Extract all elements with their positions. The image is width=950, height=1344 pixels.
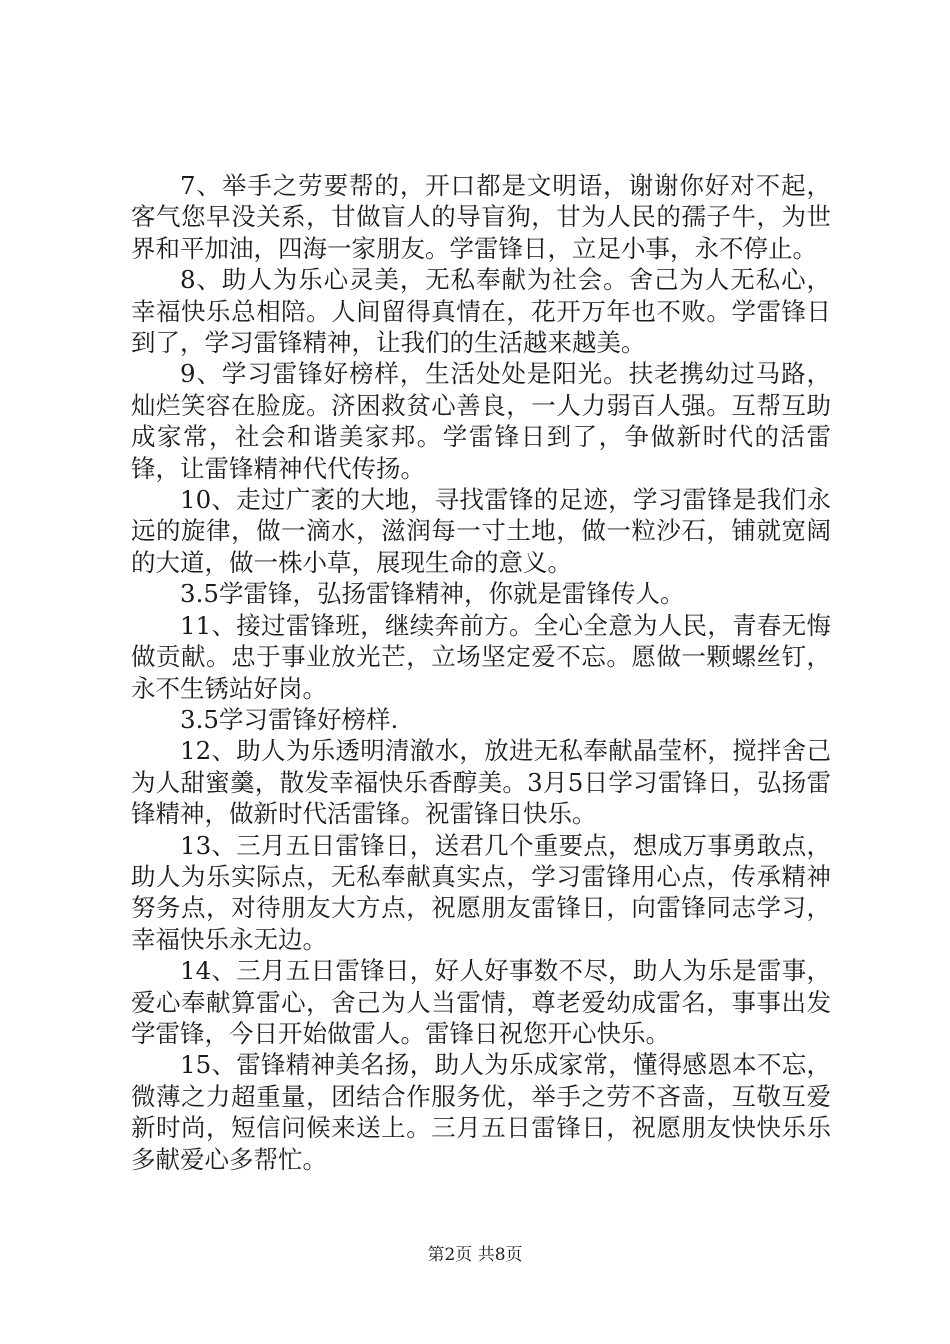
paragraph-note-2: 3.5学习雷锋好榜样. <box>180 704 399 734</box>
paragraph-13: 13、三月五日雷锋日，送君几个重要点，想成万事勇敢点，助人为乐实际点，无私奉献真实点，学习雷锋用心点，传承精神努务点，对待朋友大方点，祝愿朋友雷锋日，向雷锋同志学习，幸福快乐永无边。 <box>131 830 831 954</box>
document-body <box>131 170 831 1175</box>
paragraph-12: 12、助人为乐透明清澈水，放进无私奉献晶莹杯，搅拌舍己为人甜蜜羹，散发幸福快乐香醇美。3月5日学习雷锋日，弘扬雷锋精神，做新时代活雷锋。祝雷锋日快乐。 <box>131 736 831 829</box>
paragraph-9: 9、学习雷锋好榜样，生活处处是阳光。扶老携幼过马路，灿烂笑容在脸庞。济困救贫心善良，一人力弱百人强。互帮互助成家常，社会和谐美家邦。学雷锋日到了，争做新时代的活雷锋，让雷锋精神代代传扬。 <box>131 359 831 483</box>
paragraph-15: 15、雷锋精神美名扬，助人为乐成家常，懂得感恩本不忘，微薄之力超重量，团结合作服务优，举手之劳不吝啬，互敬互爱新时尚，短信问候来送上。三月五日雷锋日，祝愿朋友快快乐乐多献爱心多帮忙。 <box>131 1050 831 1174</box>
paragraph-11: 11、接过雷锋班，继续奔前方。全心全意为人民，青春无悔做贡献。忠于事业放光芒，立场坚定爱不忘。愿做一颗螺丝钉，永不生锈站好岗。 <box>131 610 831 703</box>
paragraph-8: 8、助人为乐心灵美，无私奉献为社会。舍己为人无私心，幸福快乐总相陪。人间留得真情在，花开万年也不败。学雷锋日到了，学习雷锋精神，让我们的生活越来越美。 <box>131 265 831 358</box>
page-footer <box>0 1245 950 1265</box>
paragraph-note-1: 3.5学雷锋，弘扬雷锋精神，你就是雷锋传人。 <box>180 579 685 609</box>
paragraph-7: 7、举手之劳要帮的，开口都是文明语，谢谢你好对不起，客气您早没关系，甘做盲人的导盲狗，甘为人民的孺子牛，为世界和平加油，四海一家朋友。学雷锋日，立足小事，永不停止。 <box>131 171 831 263</box>
page-number: 第2页 共8页 <box>427 1245 523 1265</box>
paragraph-14: 14、三月五日雷锋日，好人好事数不尽，助人为乐是雷事，爱心奉献算雷心，舍己为人当雷情，尊老爱幼成雷名，事事出发学雷锋，今日开始做雷人。雷锋日祝您开心快乐。 <box>131 956 831 1048</box>
paragraph-10: 10、走过广袤的大地，寻找雷锋的足迹，学习雷锋是我们永远的旋律，做一滴水，滋润每一寸土地，做一粒沙石，铺就宽阔的大道，做一株小草，展现生命的意义。 <box>131 485 831 577</box>
